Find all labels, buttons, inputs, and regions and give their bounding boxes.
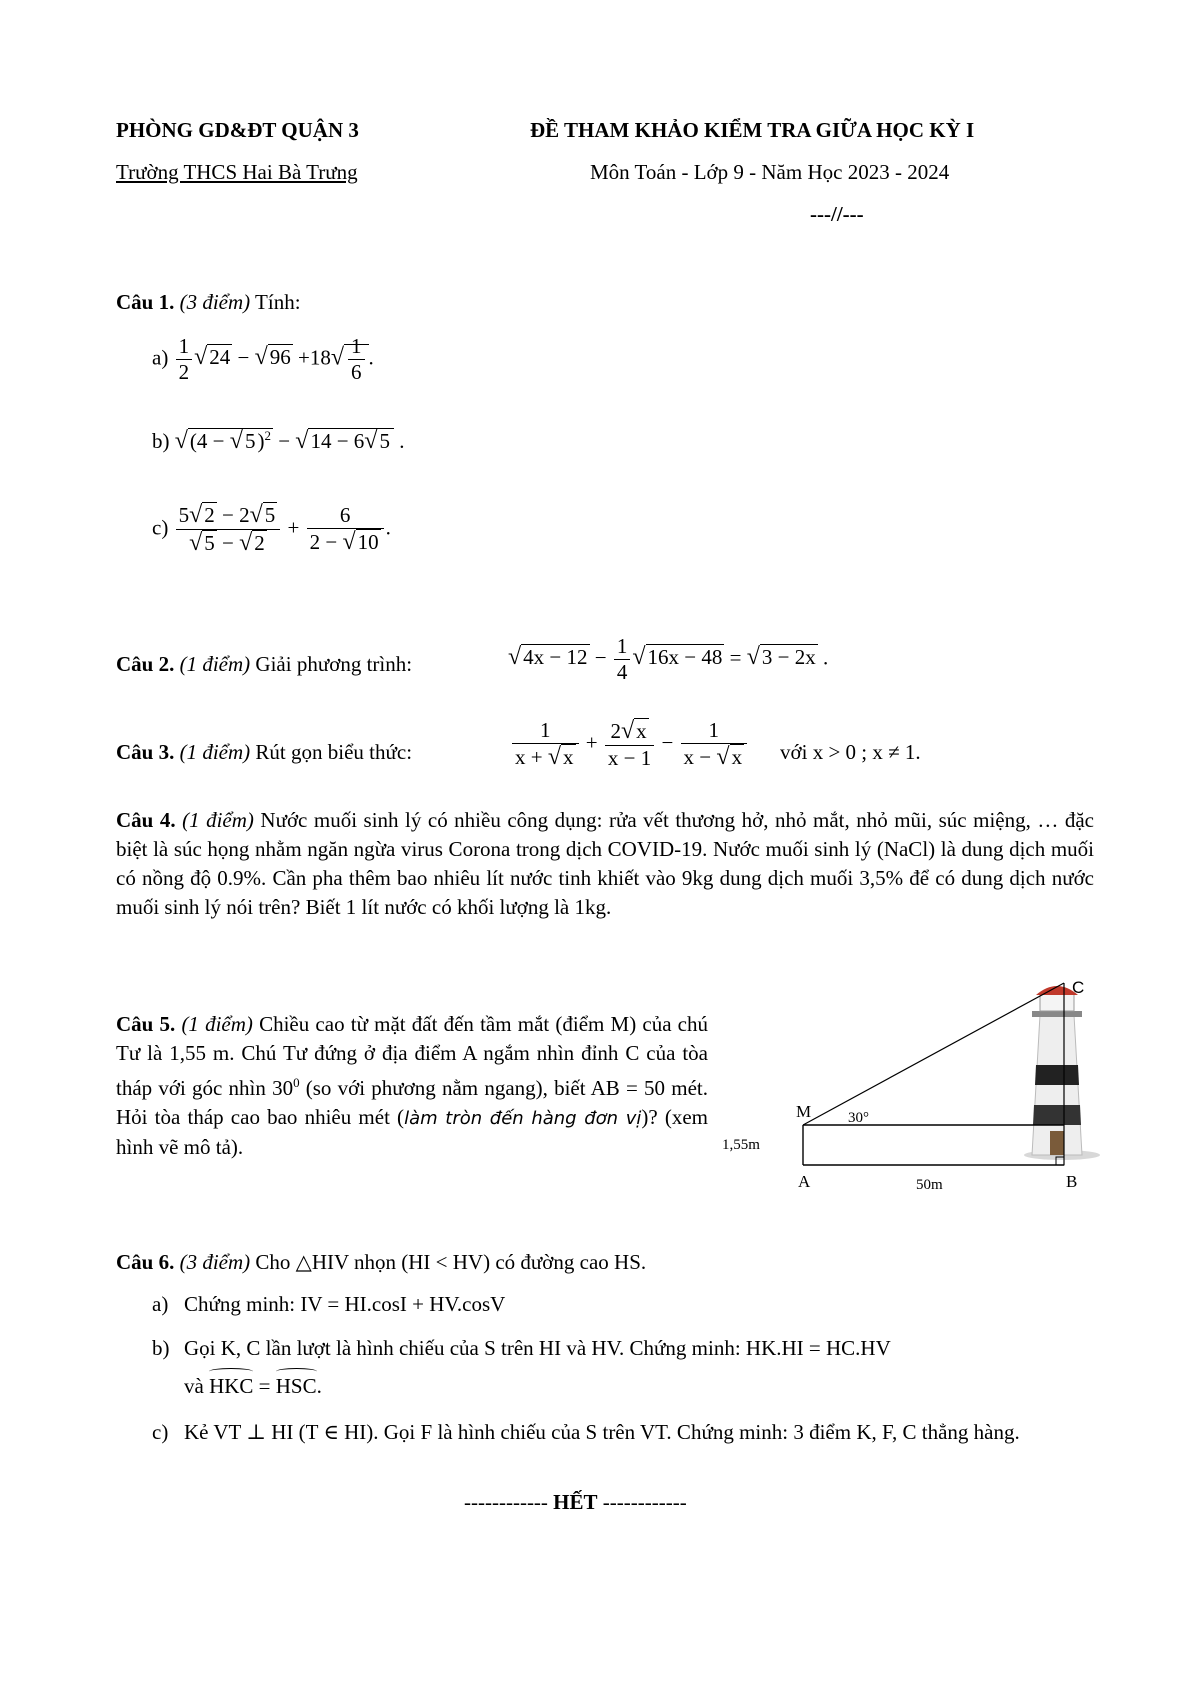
q1-b-expression: b) $√(4 - √5)^2 - √14 - 6√5$ .	[152, 428, 405, 454]
item-text: Chứng minh: IV = HI.cosI + HV.cosV	[184, 1292, 506, 1316]
height-label: 1,55m	[722, 1137, 760, 1153]
lighthouse-door	[1050, 1131, 1064, 1155]
lighthouse-lantern	[1040, 993, 1074, 1011]
question-label: Câu 4.	[116, 808, 176, 832]
label-A: A	[798, 1172, 811, 1191]
lighthouse-band-upper	[1035, 1065, 1079, 1085]
item-text: .	[316, 1374, 322, 1398]
dashes-left: ------------	[464, 1490, 548, 1514]
question-text: Nước muối sinh lý có nhiều công dụng: rửa vết thương hở, nhỏ mắt, nhỏ mũi, súc miệng, … đặc biệt là súc họng nhằm ngăn ngừa virus Corona trong dịch COVID-19. Nước muối sinh lý (NaCl) là dung dịch muối có nồng độ 0.9%. Cần pha thêm bao nhiêu lít nước tinh khiết vào 9kg dung dịch muối 3,5% để có dung dịch nước muối sinh lý nói trên? Biết 1 lít nước có khối lượng là 1kg.	[116, 808, 1094, 919]
school-name: Trường THCS Hai Bà Trưng	[116, 160, 358, 184]
item-label: b)	[152, 1336, 170, 1360]
q1-c-expression: c) $\frac{5√2 - 2√5}{√5 - √2}$ + $\frac{6}{2 - √10}$ .	[152, 502, 391, 556]
q6-item-b-line2	[184, 1372, 322, 1401]
fraction: $\frac{1}{2}$	[176, 334, 193, 385]
rounding-note: làm tròn đến hàng đơn vị	[404, 1108, 642, 1129]
q6-item-c	[152, 1418, 1102, 1447]
label-B: B	[1066, 1172, 1078, 1191]
exam-subtitle: Môn Toán - Lớp 9 - Năm Học 2023 - 2024	[590, 160, 950, 184]
question-label: Câu 6.	[116, 1250, 175, 1274]
question-label: Câu 1.	[116, 290, 175, 314]
question-text: Chiều cao từ mặt đất đến tầm mắt (điểm M) của chú Tư là 1,55 m. Chú Tư đứng ở địa điểm A ngắm nhìn đỉnh C của tòa tháp với góc nhìn 30	[116, 1012, 709, 1100]
item-label: a)	[152, 345, 169, 370]
question-2	[116, 650, 412, 679]
question-points: (1 điểm)	[179, 740, 251, 764]
item-label: b)	[152, 429, 170, 453]
q3-condition: với x > 0 ; x ≠ 1.	[780, 740, 921, 764]
item-label: c)	[152, 515, 169, 540]
question-points: (1 điểm)	[181, 1012, 253, 1036]
question-text: Rút gọn biểu thức:	[255, 740, 413, 764]
q1-a-expression: a) $\frac{1}{2}$ √24 − √96 +18√ $\frac{1}{6}$ .	[152, 334, 374, 384]
question-text: Tính:	[255, 290, 301, 314]
fraction: $\frac{5√2 - 2√5}{√5 - √2}$	[176, 502, 281, 557]
angle-hsc: HSC	[276, 1372, 317, 1401]
q6-item-a	[152, 1290, 1102, 1319]
item-text: và	[184, 1374, 204, 1398]
question-text: Cho △HIV nhọn (HI < HV) có đường cao HS.	[255, 1250, 647, 1274]
q6-item-b	[152, 1334, 1102, 1363]
fraction: $\frac{6}{2 - √10}$	[307, 503, 384, 556]
header-separator: ---//---	[810, 202, 864, 226]
label-C: C	[1072, 978, 1085, 997]
question-points: (3 điểm)	[179, 1250, 251, 1274]
q3-expression: $\frac{1}{x + √x}$ + $\frac{2√x}{x - 1}$ − $\frac{1}{x - √x}$	[510, 718, 749, 771]
school-department: PHÒNG GD&ĐT QUẬN 3	[116, 118, 359, 142]
end-marker	[464, 1488, 687, 1517]
item-label: c)	[152, 1420, 169, 1444]
question-points: (1 điểm)	[179, 652, 251, 676]
question-text: )? (xem hình vẽ mô tả).	[116, 1105, 709, 1159]
distance-label: 50m	[916, 1177, 943, 1193]
label-M: M	[796, 1102, 812, 1121]
exam-title: ĐỀ THAM KHẢO KIỂM TRA GIỮA HỌC KỲ I	[530, 118, 975, 142]
lighthouse-gallery	[1032, 1011, 1082, 1017]
angle-hkc: HKC	[209, 1372, 253, 1401]
question-text: Giải phương trình:	[255, 652, 413, 676]
question-4	[116, 806, 1094, 922]
question-label: Câu 3.	[116, 740, 175, 764]
q2-equation: √4x − 12 − $\frac{1}{4}$ √16x − 48 = √3 − 2x .	[508, 634, 829, 684]
question-5	[116, 1010, 708, 1162]
lighthouse-figure	[720, 975, 1120, 1195]
lighthouse-band-lower	[1033, 1105, 1081, 1125]
item-text: Kẻ VT ⊥ HI (T ∈ HI). Gọi F là hình chiếu của S trên VT. Chứng minh: 3 điểm K, F, C thẳng hàng.	[184, 1420, 1020, 1444]
sight-line-to-top	[803, 983, 1064, 1125]
question-label: Câu 2.	[116, 652, 175, 676]
item-label: a)	[152, 1292, 169, 1316]
equals-sign: =	[258, 1374, 271, 1398]
question-text: (so với phương nằm ngang), biết AB = 50 mét. Hỏi tòa tháp cao bao nhiêu mét (	[116, 1076, 708, 1129]
question-points: (1 điểm)	[182, 808, 254, 832]
end-text: HẾT	[553, 1490, 598, 1514]
question-3	[116, 738, 412, 767]
question-1-heading	[116, 288, 301, 317]
angle-label: 30°	[848, 1110, 869, 1126]
question-6-heading	[116, 1248, 646, 1277]
dashes-right: ------------	[602, 1490, 687, 1514]
item-text: Gọi K, C lần lượt là hình chiếu của S trên HI và HV. Chứng minh: HK.HI = HC.HV	[184, 1336, 891, 1360]
degree-superscript: 0	[293, 1075, 300, 1090]
question-points: (3 điểm)	[179, 290, 251, 314]
question-label: Câu 5.	[116, 1012, 176, 1036]
